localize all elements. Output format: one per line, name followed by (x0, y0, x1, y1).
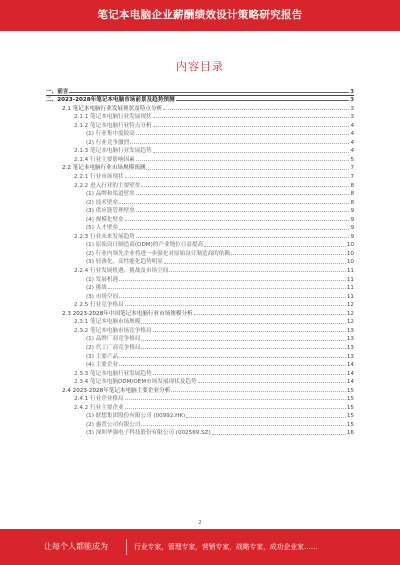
toc-leader-dots (163, 108, 349, 110)
toc-entry-text: 2.4.2 行业主要企业 (74, 404, 124, 411)
toc-entry[interactable] (46, 274, 354, 283)
toc-entry[interactable] (46, 351, 354, 360)
toc-entry-page: 3 (350, 88, 354, 95)
toc-heading: 内容目录 (176, 60, 224, 73)
toc-entry[interactable] (46, 360, 354, 369)
toc-entry[interactable] (46, 308, 354, 317)
toc-entry-page: 15 (346, 413, 354, 420)
toc-entry-page: 9 (350, 208, 354, 215)
toc-entry[interactable] (46, 240, 354, 249)
toc-entry-text: (1) 行业集中度较高 (86, 131, 135, 138)
toc-leader-dots (119, 202, 349, 204)
toc-leader-dots (136, 159, 350, 161)
table-of-contents (46, 86, 354, 436)
toc-entry-page: 10 (346, 259, 354, 266)
toc-leader-dots (119, 228, 349, 230)
toc-entry-page: 3 (350, 114, 354, 121)
toc-entry-page: 4 (350, 148, 354, 155)
toc-leader-dots (153, 125, 350, 127)
toc-entry-page: 14 (346, 370, 354, 377)
toc-entry-text: (2) 行业竞争激烈 (86, 139, 130, 146)
toc-entry-text: 2.2.3 行业未来发展趋势 (74, 233, 135, 240)
toc-entry-page: 16 (346, 430, 354, 437)
toc-entry-page: 13 (346, 336, 354, 343)
toc-leader-dots (198, 381, 346, 383)
page-number: 2 (198, 520, 202, 526)
toc-entry-text: (2) 技术壁垒 (86, 199, 119, 206)
toc-entry-page: 14 (346, 362, 354, 369)
toc-entry[interactable] (46, 231, 354, 240)
toc-entry-text: 2.4.1 行业企业格局 (74, 396, 124, 403)
toc-leader-dots (108, 287, 346, 289)
toc-entry-page: 15 (346, 421, 354, 428)
toc-entry-page: 10 (346, 242, 354, 249)
toc-leader-dots (153, 330, 346, 332)
toc-entry-page: 10 (346, 250, 354, 257)
report-title: 笔记本电脑企业薪酬绩效设计策略研究报告 (97, 9, 303, 21)
toc-entry[interactable] (46, 120, 354, 129)
toc-entry-text: (3) 主要产品 (86, 353, 119, 360)
toc-entry[interactable] (46, 214, 354, 223)
toc-leader-dots (194, 313, 346, 315)
toc-entry-text: 2.4 2023-2028年笔记本电脑主要企业分析 (62, 387, 171, 394)
toc-entry[interactable] (46, 197, 354, 206)
toc-entry[interactable] (46, 95, 354, 104)
toc-entry[interactable] (46, 334, 354, 343)
toc-entry-text: (1) 品牌和渠道壁垒 (86, 191, 135, 198)
toc-entry[interactable] (46, 428, 354, 437)
toc-entry[interactable] (46, 411, 354, 420)
toc-entry[interactable] (46, 325, 354, 334)
toc-entry-text: 2.2 笔记本电脑行业市场规模预测 (62, 165, 146, 172)
toc-entry-text: (1) 品牌厂商竞争格局 (86, 336, 141, 343)
toc-entry-text: 2.2.5 行业竞争格局 (74, 302, 124, 309)
toc-leader-dots (125, 304, 346, 306)
footer-divider (126, 539, 127, 555)
toc-entry-page: 4 (350, 131, 354, 138)
toc-leader-dots (119, 364, 346, 366)
toc-entry-page: 8 (350, 182, 354, 189)
toc-entry-page: 12 (346, 302, 354, 309)
toc-leader-dots (119, 279, 346, 281)
toc-entry[interactable] (46, 265, 354, 274)
toc-entry-text: (3) 市场空间 (86, 293, 119, 300)
toc-leader-dots (125, 407, 346, 409)
toc-leader-dots (146, 168, 349, 170)
toc-leader-dots (141, 424, 345, 426)
toc-entry-text: 2.1.4 行业主要影响因素 (74, 156, 135, 163)
toc-entry-page: 12 (346, 310, 354, 317)
toc-entry-page: 12 (346, 319, 354, 326)
toc-entry-text: (3) 轻薄化、高性能化趋势明显 (86, 259, 163, 266)
toc-entry[interactable] (46, 171, 354, 180)
toc-entry[interactable] (46, 248, 354, 257)
toc-entry[interactable] (46, 402, 354, 411)
toc-entry[interactable] (46, 257, 354, 266)
footer-banner (0, 529, 400, 565)
toc-leader-dots (136, 236, 350, 238)
toc-leader-dots (176, 99, 350, 101)
toc-leader-dots (125, 398, 346, 400)
toc-entry[interactable] (46, 385, 354, 394)
toc-leader-dots (231, 253, 346, 255)
toc-entry-text: 2.1.3 笔记本电脑行业发展趋势 (74, 148, 152, 155)
toc-entry-text: (4) 规模化壁垒 (86, 216, 124, 223)
toc-entry-page: 15 (346, 387, 354, 394)
toc-entry[interactable] (46, 103, 354, 112)
toc-entry-text: 2.3.2 笔记本电脑市场竞争格局 (74, 327, 152, 334)
toc-entry[interactable] (46, 129, 354, 138)
toc-leader-dots (171, 390, 346, 392)
toc-entry-text: (4) 主要企业 (86, 362, 119, 369)
toc-entry-text: 2.1.2 笔记本电脑行业特点分析 (74, 122, 152, 129)
toc-leader-dots (119, 356, 346, 358)
toc-entry-text: (3) 供应链管理壁垒 (86, 208, 135, 215)
toc-entry-page: 11 (346, 293, 354, 300)
toc-entry[interactable] (46, 206, 354, 215)
toc-entry[interactable] (46, 368, 354, 377)
footer-slogan: 让每个人都能成为 (44, 542, 108, 551)
toc-entry[interactable] (46, 163, 354, 172)
toc-entry[interactable] (46, 146, 354, 155)
toc-entry[interactable] (46, 317, 354, 326)
toc-entry-page: 5 (350, 156, 354, 163)
toc-entry[interactable] (46, 291, 354, 300)
toc-leader-dots (69, 91, 349, 93)
toc-entry-page: 14 (346, 379, 354, 386)
toc-entry-text: 2.3.3 笔记本电脑行业发展趋势 (74, 370, 152, 377)
toc-entry[interactable] (46, 394, 354, 403)
toc-leader-dots (119, 296, 346, 298)
toc-entry-page: 11 (346, 285, 354, 292)
toc-leader-dots (164, 262, 346, 264)
toc-entry-page: 15 (346, 396, 354, 403)
toc-entry[interactable] (46, 154, 354, 163)
toc-entry-text: 2.3 2023-2028年中国笔记本电脑行业市场规模分析 (62, 310, 193, 317)
toc-entry-text: 二、2023-2028年笔记本电脑市场前景及趋势预测 (46, 97, 175, 104)
toc-entry-page: 13 (346, 327, 354, 334)
toc-entry-page: 4 (350, 139, 354, 146)
toc-entry-text: 2.2.4 行业发展机遇、挑战及市场空间 (74, 268, 169, 275)
toc-entry-text: (3) 深圳华强电子科技股份有限公司 (002569.SZ) (86, 430, 211, 437)
toc-entry[interactable] (46, 137, 354, 146)
toc-entry-text: 2.1 笔记本电脑行业发展现状及特点分析 (62, 105, 163, 112)
toc-entry-text: 2.3.1 笔记本电脑市场规模 (74, 319, 141, 326)
report-header (0, 0, 400, 31)
toc-entry-text: (1) 联想集团股份有限公司 (00992.HK) (86, 413, 186, 420)
toc-leader-dots (141, 322, 346, 324)
toc-entry-page: 11 (346, 268, 354, 275)
toc-leader-dots (212, 433, 346, 435)
toc-leader-dots (169, 270, 346, 272)
toc-entry[interactable] (46, 189, 354, 198)
toc-entry-text: 2.2.1 行业市场现状 (74, 174, 124, 181)
toc-entry-page: 3 (350, 97, 354, 104)
toc-entry-text: (2) 惠普公司有限公司 (86, 421, 141, 428)
toc-entry[interactable] (46, 180, 354, 189)
toc-entry-page: 7 (350, 174, 354, 181)
toc-leader-dots (136, 210, 350, 212)
toc-entry-text: 2.1.1 笔记本电脑行业发展现状 (74, 114, 152, 121)
toc-entry-page: 3 (350, 105, 354, 112)
toc-entry-text: (2) 挑战 (86, 285, 107, 292)
toc-entry-text: 2.2.2 进入行业的主要壁垒 (74, 182, 141, 189)
toc-entry-text: 一、前言 (46, 88, 69, 95)
toc-entry-text: (5) 人才壁垒 (86, 225, 119, 232)
toc-entry-page: 15 (346, 404, 354, 411)
toc-leader-dots (136, 193, 350, 195)
toc-entry-text: (2) 行业内领先企业将进一步强化对原始设计制造商的依赖 (86, 250, 230, 257)
toc-leader-dots (153, 373, 346, 375)
toc-leader-dots (136, 133, 350, 135)
toc-entry[interactable] (46, 86, 354, 95)
toc-leader-dots (141, 339, 345, 341)
toc-entry-text: (1) 原始设计制造商(ODM)的产业地位日益提高 (86, 242, 204, 249)
toc-entry-page: 7 (350, 165, 354, 172)
toc-entry-text: (1) 发展机遇 (86, 276, 119, 283)
toc-entry-page: 8 (350, 199, 354, 206)
toc-leader-dots (186, 416, 346, 418)
toc-leader-dots (130, 142, 349, 144)
toc-entry-page: 13 (346, 353, 354, 360)
toc-entry-page: 4 (350, 122, 354, 129)
toc-leader-dots (153, 151, 350, 153)
toc-entry[interactable] (46, 223, 354, 232)
toc-entry-page: 9 (350, 216, 354, 223)
toc-entry-text: (2) 代工厂商竞争格局 (86, 344, 141, 351)
toc-entry-page: 9 (350, 233, 354, 240)
toc-entry[interactable] (46, 419, 354, 428)
toc-entry[interactable] (46, 283, 354, 292)
toc-leader-dots (125, 176, 350, 178)
toc-entry-text: 2.3.4 笔记本电脑ODM/OEM市场发展现状及趋势 (74, 379, 197, 386)
footer-tagline: 行业专家，管理专家，营销专家，战略专家，成功企业家…… (134, 543, 318, 551)
toc-entry-page: 13 (346, 344, 354, 351)
toc-leader-dots (153, 116, 350, 118)
toc-entry[interactable] (46, 377, 354, 386)
toc-entry[interactable] (46, 300, 354, 309)
toc-entry-page: 8 (350, 191, 354, 198)
toc-leader-dots (141, 347, 345, 349)
toc-entry-page: 11 (346, 276, 354, 283)
toc-leader-dots (204, 245, 346, 247)
toc-entry-page: 9 (350, 225, 354, 232)
toc-entry[interactable] (46, 112, 354, 121)
toc-entry[interactable] (46, 342, 354, 351)
toc-leader-dots (141, 185, 349, 187)
toc-leader-dots (125, 219, 350, 221)
